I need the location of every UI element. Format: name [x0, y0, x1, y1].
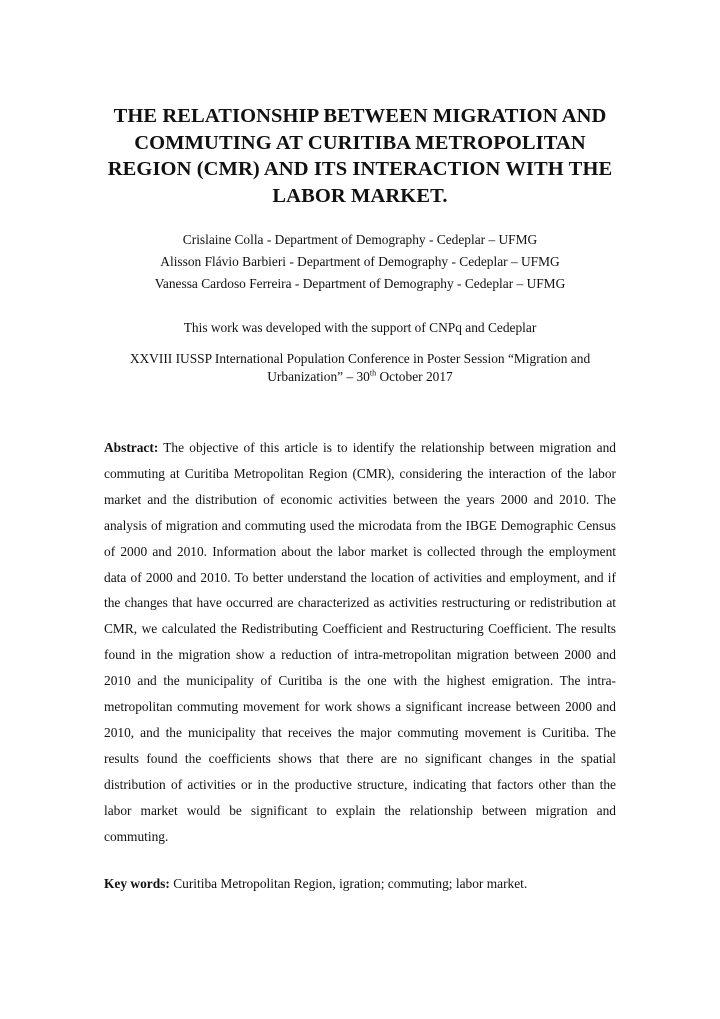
support-note: This work was developed with the support of CNPq and Cedeplar	[183, 320, 537, 335]
abstract	[104, 435, 616, 850]
keywords	[104, 873, 616, 895]
abstract-label: Abstract:	[104, 440, 159, 455]
author-line: Crislaine Colla - Department of Demography - Cedeplar – UFMG	[182, 232, 538, 247]
keywords-label: Key words:	[104, 876, 170, 892]
author-line: Vanessa Cardoso Ferreira - Department of Demography - Cedeplar – UFMG	[154, 276, 566, 291]
conference-superscript: th	[369, 368, 377, 378]
conference-text: XXVIII IUSSP International Population Conference in Poster Session “Migration and Urbanization” – 30	[129, 351, 591, 384]
keywords-text: Curitiba Metropolitan Region, igration; commuting; labor market.	[173, 876, 528, 892]
conference-note	[100, 350, 620, 386]
paper-title: THE RELATIONSHIP BETWEEN MIGRATION AND COMMUTING AT CURITIBA METROPOLITAN REGION (CMR) AND ITS INTERACTION WITH THE LABOR MARKET.	[107, 105, 613, 207]
author-line: Alisson Flávio Barbieri - Department of Demography - Cedeplar – UFMG	[160, 254, 560, 269]
conference-date-tail: October 2017	[376, 369, 453, 384]
abstract-text: The objective of this article is to identify the relationship between migration and commuting at Curitiba Metropolitan Region (CMR), considering the interaction of the labor market and the distribution of economic activities between the years 2000 and 2010. The analysis of migration and commuting used the microdata from the IBGE Demographic Census of 2000 and 2010. Information about the labor market is collected through the employment data of 2000 and 2010. To better understand the location of activities and employment, and if the changes that have occurred are characterized as activities restructuring or redistribution at CMR, we calculated the Redistributing Coefficient and Restructuring Coefficient. The results found in the migration show a reduction of intra-metropolitan migration between 2000 and 2010 and the municipality of Curitiba is the one with the highest emigration. The intra-metropolitan commuting movement for work shows a significant increase between 2000 and 2010, and the municipality that receives the major commuting movement is Curitiba. The results found the coefficients shows that there are no significant changes in the spatial distribution of activities or in the productive structure, indicating that factors other than the labor market would be significant to explain the relationship between migration and commuting.	[104, 440, 616, 844]
author-list	[60, 229, 660, 295]
